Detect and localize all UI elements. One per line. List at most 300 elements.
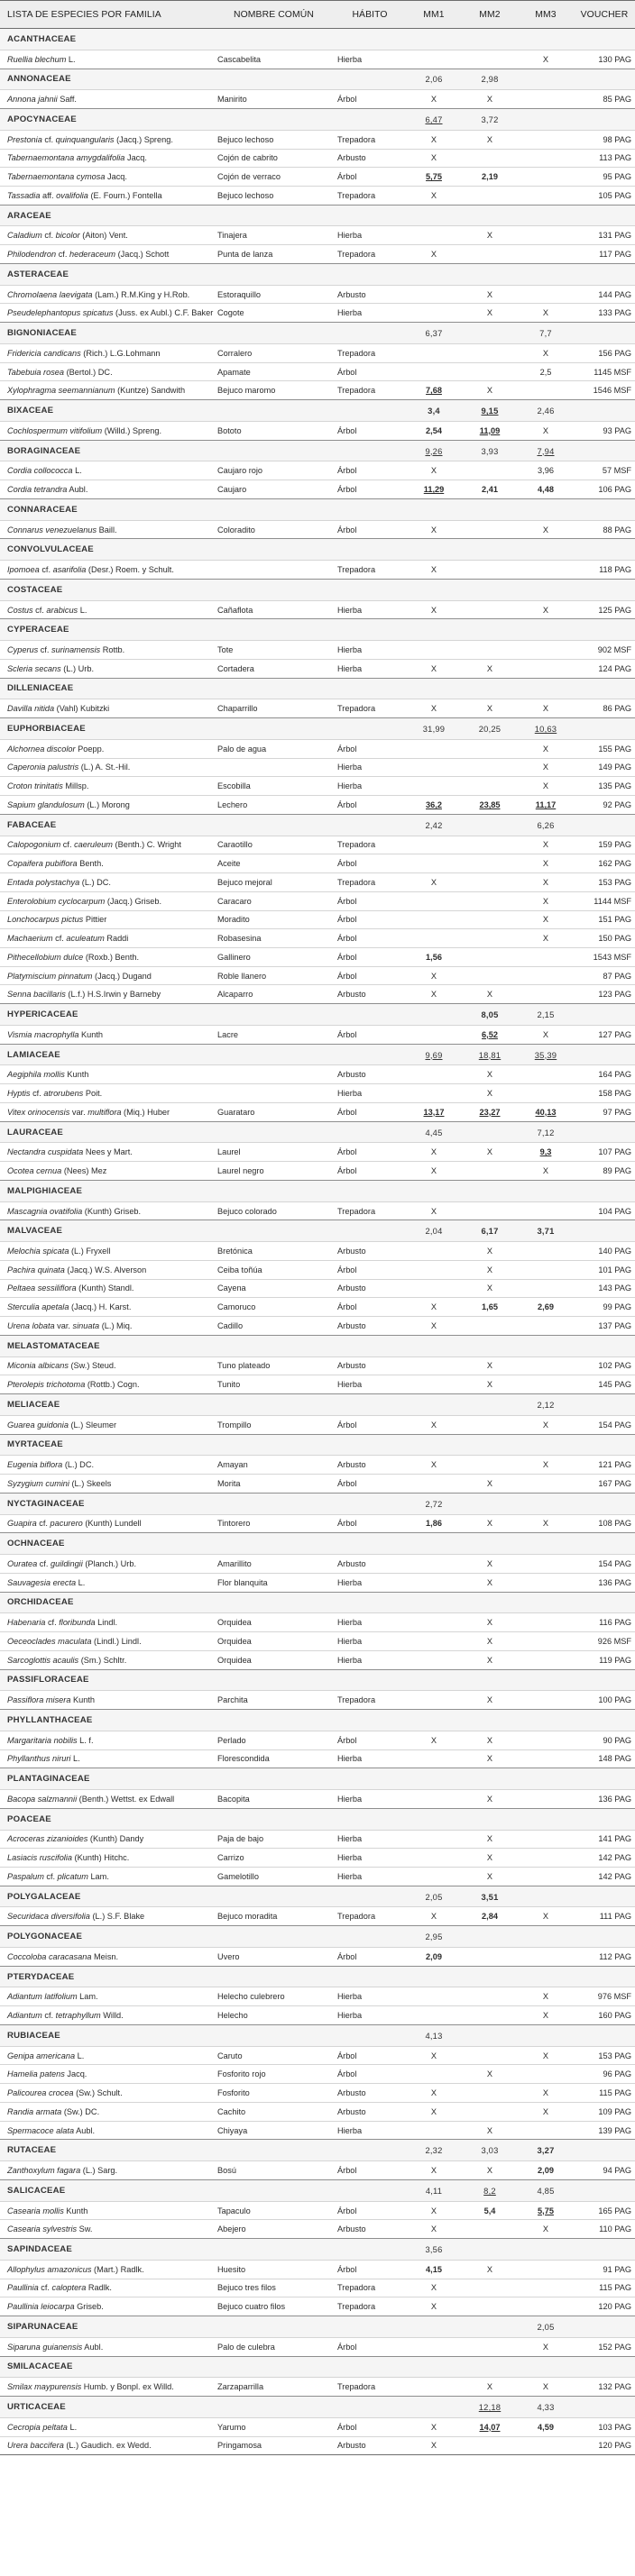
m3-value bbox=[518, 1357, 574, 1375]
m1-text: X bbox=[430, 95, 437, 105]
species-name bbox=[0, 641, 214, 660]
species-binomial: Acroceras zizanioides bbox=[7, 1834, 88, 1844]
species-row bbox=[0, 2337, 635, 2356]
m2-value bbox=[462, 796, 518, 815]
voucher: 167 PAG bbox=[574, 1475, 635, 1494]
family-mm2-value bbox=[462, 678, 518, 699]
species-authority: L. bbox=[67, 2422, 78, 2432]
species-row bbox=[0, 1317, 635, 1336]
species-authority-2: (Benth.) C. Wright bbox=[112, 840, 181, 850]
species-binomial: Pseudelephantopus spicatus bbox=[7, 308, 114, 318]
species-name bbox=[0, 285, 214, 304]
family-mm3-value bbox=[518, 1335, 574, 1357]
m2-value bbox=[462, 1867, 518, 1886]
species-epithet: ovalifolia bbox=[56, 190, 88, 200]
family-mm3-value bbox=[518, 498, 574, 520]
m2-value bbox=[462, 2161, 518, 2180]
header-common-name: NOMBRE COMÚN bbox=[214, 1, 334, 29]
m2-value bbox=[462, 1201, 518, 1220]
species-name bbox=[0, 1025, 214, 1044]
family-mm3-value bbox=[518, 400, 574, 422]
species-epithet: tetraphyllum bbox=[55, 2011, 101, 2021]
header-voucher: VOUCHER bbox=[574, 1, 635, 29]
habit: Hierba bbox=[334, 2121, 406, 2140]
habit: Árbol bbox=[334, 1102, 406, 1121]
common-name: Helecho bbox=[214, 2006, 334, 2025]
species-row bbox=[0, 1298, 635, 1317]
species-name bbox=[0, 1613, 214, 1632]
species-row bbox=[0, 1143, 635, 1162]
species-name bbox=[0, 1357, 214, 1375]
m1-text: X bbox=[430, 1320, 437, 1330]
m2-text: X bbox=[486, 1655, 493, 1665]
family-mm3-value bbox=[518, 69, 574, 90]
species-authority: cf. bbox=[43, 1871, 58, 1881]
family-mm2-value bbox=[462, 2024, 518, 2046]
species-authority: Pittier bbox=[83, 915, 107, 925]
family-voucher-empty bbox=[574, 1768, 635, 1790]
species-row bbox=[0, 836, 635, 854]
family-mm2-text: 12,18 bbox=[478, 2401, 502, 2412]
m3-value bbox=[518, 245, 574, 264]
m3-value bbox=[518, 2279, 574, 2297]
family-name: ARACEAE bbox=[0, 205, 406, 226]
habit: Árbol bbox=[334, 480, 406, 499]
m3-value bbox=[518, 1650, 574, 1669]
species-row bbox=[0, 891, 635, 910]
species-authority: (L.) S.F. Blake bbox=[89, 1912, 145, 1922]
habit: Árbol bbox=[334, 796, 406, 815]
species-row bbox=[0, 739, 635, 758]
habit: Hierba bbox=[334, 1849, 406, 1868]
species-authority: (Kunth) Dandy bbox=[87, 1834, 144, 1844]
m2-value bbox=[462, 168, 518, 187]
habit: Trepadora bbox=[334, 343, 406, 362]
family-mm2-text: 8,05 bbox=[481, 1009, 499, 1020]
species-authority: (Jacq.) H. Karst. bbox=[69, 1302, 132, 1312]
species-row bbox=[0, 520, 635, 539]
species-binomial: Randia armata bbox=[7, 2106, 62, 2116]
voucher: 137 PAG bbox=[574, 1317, 635, 1336]
family-voucher-empty bbox=[574, 1808, 635, 1830]
family-mm3-text: 3,71 bbox=[537, 1226, 555, 1237]
m3-value bbox=[518, 50, 574, 69]
family-mm3-value bbox=[518, 263, 574, 285]
habit: Hierba bbox=[334, 1749, 406, 1768]
species-name bbox=[0, 796, 214, 815]
m1-text: X bbox=[430, 1420, 437, 1430]
species-binomial: Tabebuia rosea bbox=[7, 367, 65, 377]
family-mm1-text: 6,37 bbox=[425, 328, 443, 339]
m1-value bbox=[406, 520, 462, 539]
voucher: 110 PAG bbox=[574, 2220, 635, 2239]
m1-text: 2,54 bbox=[426, 425, 442, 435]
voucher: 96 PAG bbox=[574, 2065, 635, 2084]
voucher: 115 PAG bbox=[574, 2279, 635, 2297]
family-mm3-value bbox=[518, 1121, 574, 1143]
species-authority: L. bbox=[76, 1577, 86, 1587]
m3-value bbox=[518, 2201, 574, 2220]
family-mm2-value bbox=[462, 1669, 518, 1691]
species-name bbox=[0, 739, 214, 758]
table-header bbox=[0, 1, 635, 29]
voucher: 94 PAG bbox=[574, 2161, 635, 2180]
family-name: POACEAE bbox=[0, 1808, 406, 1830]
m3-value bbox=[518, 285, 574, 304]
habit: Hierba bbox=[334, 1084, 406, 1103]
habit: Árbol bbox=[334, 2201, 406, 2220]
species-row bbox=[0, 1613, 635, 1632]
m3-value bbox=[518, 2084, 574, 2103]
m1-value bbox=[406, 421, 462, 440]
species-row bbox=[0, 641, 635, 660]
family-mm3-text: 2,12 bbox=[537, 1399, 555, 1410]
m1-value bbox=[406, 659, 462, 678]
species-epithet: caeruleum bbox=[74, 840, 113, 850]
species-binomial: Securidaca diversifolia bbox=[7, 1912, 90, 1922]
habit: Hierba bbox=[334, 600, 406, 619]
voucher: 165 PAG bbox=[574, 2201, 635, 2220]
m3-value bbox=[518, 343, 574, 362]
species-name bbox=[0, 168, 214, 187]
habit: Árbol bbox=[334, 2046, 406, 2065]
m3-text: 9,3 bbox=[539, 1147, 552, 1157]
species-authority: Kunth bbox=[78, 1029, 104, 1039]
m1-value bbox=[406, 1573, 462, 1592]
m1-value bbox=[406, 1731, 462, 1749]
species-authority: (Mart.) Radlk. bbox=[91, 2264, 144, 2274]
habit: Hierba bbox=[334, 304, 406, 323]
family-mm3-value bbox=[518, 2397, 574, 2418]
species-binomial: Machaerium bbox=[7, 934, 53, 944]
voucher: 162 PAG bbox=[574, 854, 635, 873]
m3-text: X bbox=[542, 877, 549, 887]
m3-value bbox=[518, 149, 574, 168]
family-mm1-value bbox=[406, 1592, 462, 1613]
m2-value bbox=[462, 1456, 518, 1475]
common-name: Cortadera bbox=[214, 659, 334, 678]
family-voucher-empty bbox=[574, 1710, 635, 1731]
m2-value bbox=[462, 1357, 518, 1375]
m2-value bbox=[462, 561, 518, 580]
m2-value bbox=[462, 2102, 518, 2121]
voucher: 143 PAG bbox=[574, 1279, 635, 1298]
species-epithet: aculeatum bbox=[66, 934, 105, 944]
m3-text: X bbox=[542, 2088, 549, 2098]
species-row bbox=[0, 2436, 635, 2455]
m2-value bbox=[462, 2297, 518, 2316]
family-mm3-value bbox=[518, 1004, 574, 1026]
species-name bbox=[0, 659, 214, 678]
habit: Arbusto bbox=[334, 1555, 406, 1574]
m2-value bbox=[462, 1691, 518, 1710]
habit: Árbol bbox=[334, 90, 406, 109]
m3-text: X bbox=[542, 1420, 549, 1430]
species-name bbox=[0, 1731, 214, 1749]
m2-value bbox=[462, 1279, 518, 1298]
species-binomial: Guapira bbox=[7, 1519, 37, 1529]
species-row bbox=[0, 480, 635, 499]
species-authority: L. f. bbox=[77, 1735, 94, 1745]
family-mm2-value bbox=[462, 440, 518, 461]
m3-value bbox=[518, 659, 574, 678]
species-row bbox=[0, 966, 635, 985]
m3-text: X bbox=[542, 1992, 549, 2002]
m3-value bbox=[518, 836, 574, 854]
species-row bbox=[0, 149, 635, 168]
m2-value bbox=[462, 1415, 518, 1434]
m1-value bbox=[406, 1317, 462, 1336]
species-binomial: Cecropia peltata bbox=[7, 2422, 68, 2432]
m1-value bbox=[406, 1279, 462, 1298]
m3-value bbox=[518, 2161, 574, 2180]
common-name: Cojón de cabrito bbox=[214, 149, 334, 168]
m2-value bbox=[462, 1613, 518, 1632]
m2-value bbox=[462, 2260, 518, 2279]
species-epithet: multiflora bbox=[87, 1107, 122, 1117]
family-voucher-empty bbox=[574, 1335, 635, 1357]
species-binomial: Spermacoce alata bbox=[7, 2125, 75, 2135]
species-binomial: Urera baccifera bbox=[7, 2441, 64, 2451]
voucher: 123 PAG bbox=[574, 985, 635, 1004]
species-authority: cf. bbox=[38, 645, 52, 654]
species-row bbox=[0, 2121, 635, 2140]
common-name: Laurel bbox=[214, 1143, 334, 1162]
species-row bbox=[0, 1555, 635, 1574]
voucher: 136 PAG bbox=[574, 1573, 635, 1592]
species-binomial: Allophylus amazonicus bbox=[7, 2264, 92, 2274]
m3-value bbox=[518, 130, 574, 149]
species-name bbox=[0, 480, 214, 499]
species-row bbox=[0, 2161, 635, 2180]
species-authority: (Kunth) Standl. bbox=[76, 1283, 134, 1293]
family-mm1-value bbox=[406, 1808, 462, 1830]
m2-text: X bbox=[486, 95, 493, 105]
species-authority: (Benth.) Wettst. ex Edwall bbox=[77, 1794, 175, 1804]
voucher: 142 PAG bbox=[574, 1867, 635, 1886]
family-mm3-value bbox=[518, 579, 574, 600]
species-authority: (Rottb.) Cogn. bbox=[85, 1380, 140, 1390]
family-name: LAMIACEAE bbox=[0, 1044, 406, 1065]
habit: Árbol bbox=[334, 461, 406, 480]
species-authority: Jacq. bbox=[64, 2069, 87, 2079]
m2-value bbox=[462, 836, 518, 854]
common-name: Caujaro bbox=[214, 480, 334, 499]
family-mm3-value bbox=[518, 323, 574, 344]
m2-value bbox=[462, 1632, 518, 1651]
voucher: 158 PAG bbox=[574, 1084, 635, 1103]
family-mm1-value bbox=[406, 2024, 462, 2046]
species-name bbox=[0, 1415, 214, 1434]
common-name: Bejuco moradita bbox=[214, 1907, 334, 1926]
habit: Trepadora bbox=[334, 873, 406, 892]
common-name: Estoraquillo bbox=[214, 285, 334, 304]
m2-text: X bbox=[486, 1265, 493, 1274]
family-mm2-value bbox=[462, 1886, 518, 1907]
species-name bbox=[0, 1555, 214, 1574]
species-name bbox=[0, 1143, 214, 1162]
habit: Trepadora bbox=[334, 2378, 406, 2397]
species-row bbox=[0, 854, 635, 873]
family-mm2-value bbox=[462, 1044, 518, 1065]
m2-value bbox=[462, 2201, 518, 2220]
m3-value bbox=[518, 777, 574, 796]
species-name bbox=[0, 600, 214, 619]
family-voucher-empty bbox=[574, 579, 635, 600]
family-name: NYCTAGINACEAE bbox=[0, 1493, 406, 1514]
m2-value bbox=[462, 758, 518, 777]
species-row bbox=[0, 1357, 635, 1375]
family-mm2-value bbox=[462, 1335, 518, 1357]
voucher: 108 PAG bbox=[574, 1514, 635, 1533]
species-row bbox=[0, 1849, 635, 1868]
common-name: Yarumo bbox=[214, 2417, 334, 2436]
m2-value bbox=[462, 2065, 518, 2084]
family-row bbox=[0, 718, 635, 740]
species-row bbox=[0, 1749, 635, 1768]
m3-value bbox=[518, 854, 574, 873]
m3-value bbox=[518, 739, 574, 758]
family-row bbox=[0, 1669, 635, 1691]
species-authority: cf. bbox=[60, 840, 75, 850]
habit: Arbusto bbox=[334, 2102, 406, 2121]
m1-text: X bbox=[430, 2224, 437, 2234]
family-name: BIGNONIACEAE bbox=[0, 323, 406, 344]
m2-value bbox=[462, 1790, 518, 1809]
voucher: 116 PAG bbox=[574, 1613, 635, 1632]
voucher: 118 PAG bbox=[574, 561, 635, 580]
family-voucher-empty bbox=[574, 2239, 635, 2261]
habit: Arbusto bbox=[334, 1317, 406, 1336]
family-mm3-text: 2,46 bbox=[537, 406, 555, 416]
m3-value bbox=[518, 2260, 574, 2279]
species-authority: (Jacq.) Dugand bbox=[92, 971, 152, 981]
family-mm1-text: 2,72 bbox=[425, 1498, 443, 1509]
voucher: 133 PAG bbox=[574, 304, 635, 323]
family-mm1-text: 31,99 bbox=[422, 723, 446, 734]
species-authority-2: (Lam.) R.M.King y H.Rob. bbox=[92, 289, 190, 299]
m1-value bbox=[406, 1830, 462, 1849]
species-name bbox=[0, 1375, 214, 1394]
family-voucher-empty bbox=[574, 400, 635, 422]
m3-text: X bbox=[542, 915, 549, 925]
habit: Hierba bbox=[334, 758, 406, 777]
species-authority-2: (Miq.) Huber bbox=[121, 1107, 170, 1117]
voucher: 902 MSF bbox=[574, 641, 635, 660]
m1-value bbox=[406, 2006, 462, 2025]
common-name: Zarzaparrilla bbox=[214, 2378, 334, 2397]
species-authority: (Jacq.) W.S. Alverson bbox=[64, 1265, 147, 1274]
species-authority: (Bertol.) DC. bbox=[64, 367, 113, 377]
species-name bbox=[0, 2201, 214, 2220]
habit: Arbusto bbox=[334, 285, 406, 304]
species-name bbox=[0, 2161, 214, 2180]
family-mm2-text: 18,81 bbox=[478, 1049, 502, 1060]
voucher: 154 PAG bbox=[574, 1415, 635, 1434]
family-row bbox=[0, 1180, 635, 1201]
family-row bbox=[0, 2356, 635, 2378]
family-mm2-value bbox=[462, 29, 518, 50]
family-mm2-value bbox=[462, 1966, 518, 1987]
m1-value bbox=[406, 891, 462, 910]
m3-value bbox=[518, 304, 574, 323]
species-binomial: Hamelia patens bbox=[7, 2069, 65, 2079]
m3-text: X bbox=[542, 781, 549, 791]
family-mm2-value bbox=[462, 1121, 518, 1143]
species-binomial: Copaifera pubiflora bbox=[7, 859, 78, 869]
species-row bbox=[0, 2006, 635, 2025]
m2-text: 11,09 bbox=[479, 425, 501, 435]
species-row bbox=[0, 90, 635, 109]
family-mm3-value bbox=[518, 1886, 574, 1907]
m1-value bbox=[406, 1555, 462, 1574]
m1-text: X bbox=[430, 1735, 437, 1745]
m2-value bbox=[462, 2436, 518, 2455]
species-name bbox=[0, 1298, 214, 1317]
family-name: BIXACEAE bbox=[0, 400, 406, 422]
family-row bbox=[0, 2316, 635, 2338]
species-authority-2: (Jacq.) Spreng. bbox=[114, 134, 173, 144]
family-name: MYRTACEAE bbox=[0, 1434, 406, 1456]
species-binomial: Platymiscium pinnatum bbox=[7, 971, 93, 981]
family-mm2-value bbox=[462, 539, 518, 561]
m1-value bbox=[406, 1632, 462, 1651]
species-binomial: Phyllanthus niruri bbox=[7, 1754, 71, 1764]
m3-text: X bbox=[542, 308, 549, 318]
m1-text: X bbox=[430, 990, 437, 1000]
m3-text: X bbox=[542, 2011, 549, 2021]
species-row bbox=[0, 1573, 635, 1592]
m3-text: X bbox=[542, 1166, 549, 1176]
species-binomial: Nectandra cuspidata bbox=[7, 1147, 84, 1157]
species-authority-2: (Jacq.) Schott bbox=[115, 250, 170, 260]
species-name bbox=[0, 1790, 214, 1809]
species-authority: L. bbox=[70, 1754, 80, 1764]
common-name: Perlado bbox=[214, 1731, 334, 1749]
m2-value bbox=[462, 1242, 518, 1261]
m2-text: X bbox=[486, 1089, 493, 1099]
family-voucher-empty bbox=[574, 1044, 635, 1065]
species-row bbox=[0, 2279, 635, 2297]
family-mm3-value bbox=[518, 2140, 574, 2161]
m1-text: 36,2 bbox=[426, 799, 442, 809]
species-row bbox=[0, 1790, 635, 1809]
m3-value bbox=[518, 1731, 574, 1749]
m2-text: X bbox=[486, 308, 493, 318]
m3-value bbox=[518, 561, 574, 580]
family-mm2-text: 3,03 bbox=[481, 2145, 499, 2156]
m3-text: 4,59 bbox=[538, 2422, 554, 2432]
m1-value bbox=[406, 1162, 462, 1181]
species-authority: Aubl. bbox=[67, 485, 88, 494]
species-binomial: Cyperus bbox=[7, 645, 39, 654]
common-name: Orquidea bbox=[214, 1613, 334, 1632]
species-authority: cf. bbox=[37, 1558, 51, 1568]
common-name: Bejuco lechoso bbox=[214, 130, 334, 149]
m3-value bbox=[518, 929, 574, 948]
species-binomial: Sapium glandulosum bbox=[7, 799, 85, 809]
common-name: Caruto bbox=[214, 2046, 334, 2065]
species-row bbox=[0, 873, 635, 892]
common-name: Cayena bbox=[214, 1279, 334, 1298]
m3-value bbox=[518, 2006, 574, 2025]
m1-value bbox=[406, 226, 462, 245]
species-authority-2: (Aiton) Vent. bbox=[79, 231, 128, 241]
common-name: Tinajera bbox=[214, 226, 334, 245]
species-binomial: Lasiacis ruscifolia bbox=[7, 1853, 72, 1863]
family-row bbox=[0, 109, 635, 131]
habit: Árbol bbox=[334, 2065, 406, 2084]
